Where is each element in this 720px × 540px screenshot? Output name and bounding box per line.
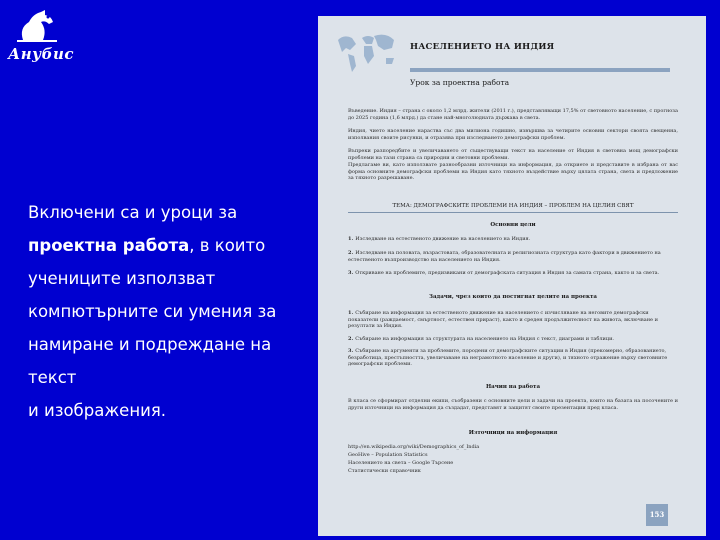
task-item: 3. Събиране на аргументи за проблемите, породени от демографските ситуации в Индия (прекомерно, образованието, безработица, престъпността, увеличаване на неграмотното население и други), и тяхното отражение върху световните демографски проблеми. [348, 348, 668, 368]
task-item: 1. Събиране на информация за естественото движение на населението с изчисляване на неговите демографски показатели (раждаемост, смъртност, естествен прираст), както и среден продължителност на живота, включване и резултати за Индия. [348, 310, 658, 330]
tasks-heading: Задачи, чрез които да постигнат целите на проекта [429, 294, 597, 300]
textbook-page [318, 16, 706, 536]
source-item: Населението на света – Google Търсене [348, 460, 454, 466]
slide-description [28, 196, 310, 427]
slide-line-2 [28, 229, 310, 262]
slide-line-2-rest: , в които [189, 236, 266, 255]
anubis-figure-icon [15, 8, 59, 44]
title-rule [410, 68, 670, 72]
topic-heading: ТЕМА: ДЕМОГРАФСКИТЕ ПРОБЛЕМИ НА ИНДИЯ – ПРОБЛЕМ НА ЦЕЛИЯ СВЯТ [392, 203, 634, 209]
intro-paragraph-3: Въпреки разпоредбите и увеличаването от съществуващи текст на население от Индия в световна мощ демографски проблеми на тази страна са природни и световни проблеми. [348, 148, 678, 161]
intro-paragraph-1: Въведение. Индия – страна с около 1,2 млрд. жители (2011 г.), представляващи 17,5% от световното население, с прогноза до 2025 година (1,6 млрд.) да стане най-многолюдната държава в света. [348, 108, 678, 121]
topic-rule [348, 212, 678, 213]
page-title: НАСЕЛЕНИЕТО НА ИНДИЯ [410, 42, 555, 52]
source-item: GeoHive – Population Statistics [348, 452, 428, 458]
slide-line-4: компютърните си умения за [28, 302, 277, 321]
work-heading: Начин на работа [485, 384, 541, 390]
sources-heading: Източници на информация [468, 430, 558, 436]
slide-line-1: Включени са и уроци за [28, 203, 238, 222]
source-item: Статистически справочник [348, 468, 421, 474]
slide-line-3: учениците използват [28, 269, 216, 288]
goal-item: 1. Изследване на естественото движение на населението на Индия. [348, 236, 531, 242]
goal-item: 2. Изследване на половата, възрастовата, образователната и религиозната структура като фактори в движението на естественото възпроизводство на населението на Индия. [348, 250, 661, 263]
intro-paragraph-4: Предлагаме ви, като използвате разнообразни източници на информация, да откриете и представите в избрана от вас форма основните демографски проблеми на Индия като тяхното въздействие върху цялата страна, света и предложение за тяхното разрешаване. [348, 162, 678, 182]
goals-heading: Основни цели [490, 222, 536, 228]
world-map-icon [334, 30, 398, 74]
logo-text: Анубис [8, 45, 74, 63]
publisher-logo [8, 8, 74, 70]
page-number: 153 [646, 504, 668, 526]
task-item: 2. Събиране на информация за структурата на населението на Индия с текст, диаграми и таблици. [348, 336, 615, 342]
source-item: http://en.wikipedia.org/wiki/Demographics_of_India [348, 444, 480, 450]
work-paragraph: В класа се сформират отделни екипи, съобразени с основните цели и задачи на проекта, които на базата на посочените и други източници на информация да създадат, представят и защитят своите презентации пред класа. [348, 398, 678, 411]
slide-bold-phrase: проектна работа [28, 236, 190, 255]
page-subtitle: Урок за проектна работа [410, 78, 510, 87]
intro-paragraph-2: Индия, чието население нараства със два милиона годишно, извършва за четирите основни сектори своята свещенна, изполвания своите рисунки, и отразява при изследването демографски проблем. [348, 128, 678, 141]
slide-line-6: и изображения. [28, 401, 167, 420]
slide-line-5: намиране и подреждане на текст [28, 335, 272, 387]
goal-item: 3. Откриване на проблемите, предизвикани от демографската ситуация в Индия за самата страна, както и за света. [348, 270, 660, 276]
